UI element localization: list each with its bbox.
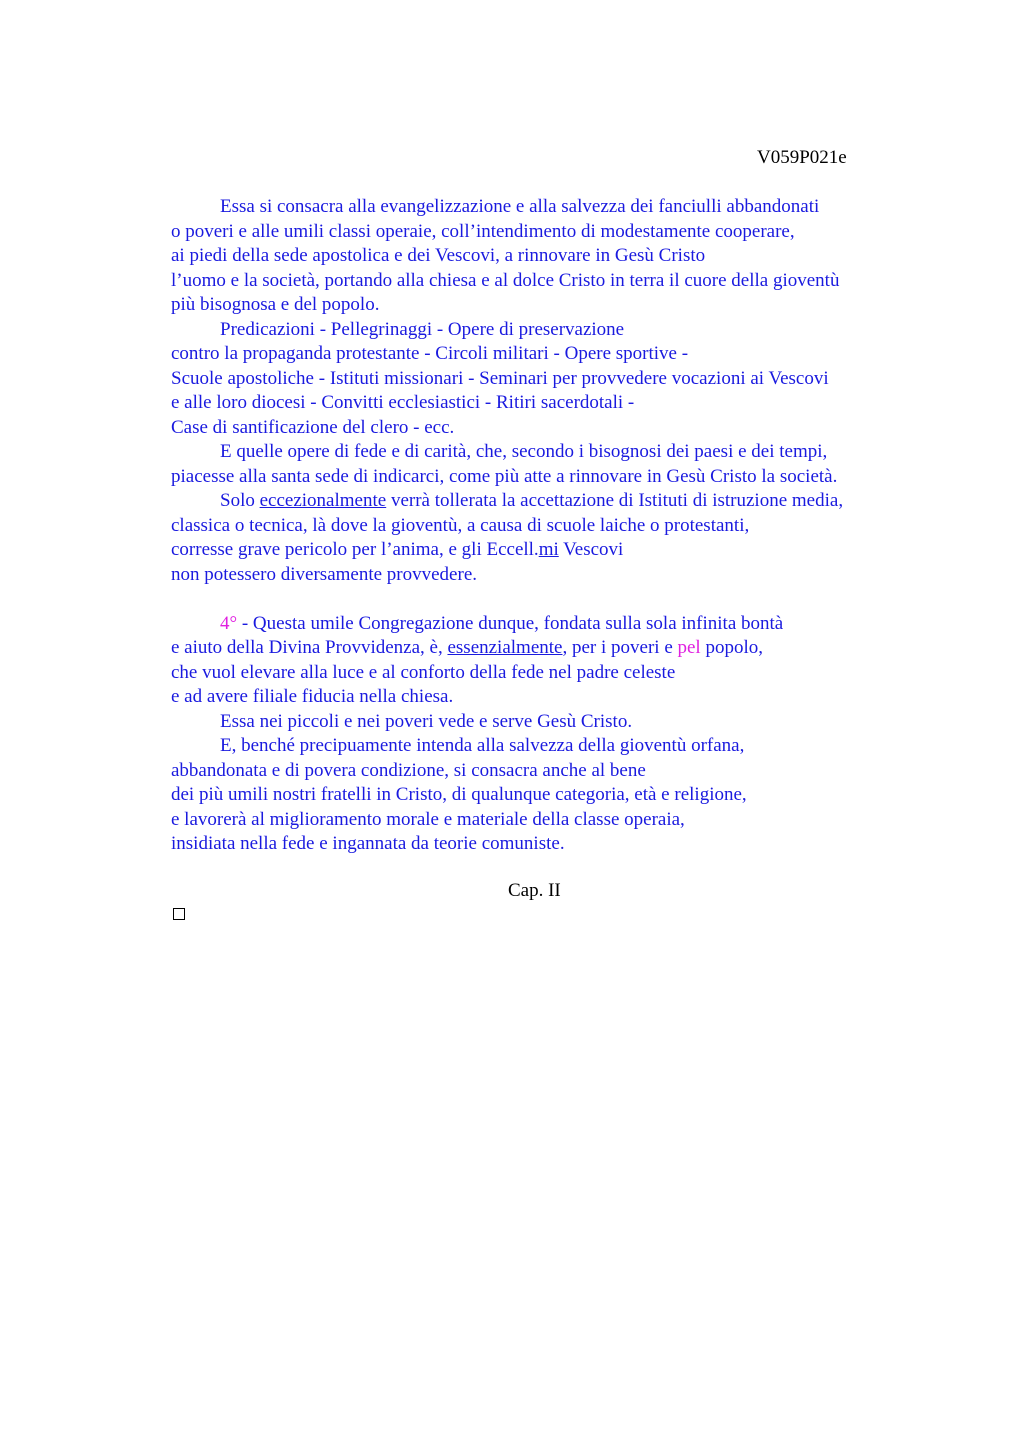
text-line: piacesse alla santa sede di indicarci, come più atte a rinnovare in Gesù Cristo la società.: [171, 465, 838, 487]
underlined-word: essenzialmente: [447, 637, 563, 658]
text-line: o poveri e alle umili classi operaie, coll’intendimento di modestamente cooperare,: [171, 220, 795, 242]
text-line: [171, 612, 931, 637]
text-segment: corresse grave pericolo per l’anima, e gli Eccell.: [171, 539, 539, 560]
text-segment: e aiuto della Divina Provvidenza, è,: [171, 637, 448, 658]
text-line: E, benché precipuamente intenda alla salvezza della gioventù orfana,: [220, 735, 745, 756]
text-segment: verrà tollerata la accettazione di Istituti di istruzione media,: [386, 490, 844, 511]
text-line: Essa si consacra alla evangelizzazione e alla salvezza dei fanciulli abbandonati: [220, 196, 820, 217]
text-line: [171, 489, 931, 514]
text-line: e ad avere filiale fiducia nella chiesa.: [171, 686, 454, 707]
blank-line: [171, 587, 931, 612]
document-body: [171, 195, 931, 857]
text-line: e lavorerà al miglioramento morale e materiale della classe operaia,: [171, 808, 685, 830]
text-line: [171, 636, 931, 661]
text-line: Case di santificazione del clero - ecc.: [171, 416, 455, 438]
text-line: Predicazioni - Pellegrinaggi - Opere di preservazione: [220, 318, 625, 340]
underlined-word: mi: [538, 539, 559, 560]
text-line: E quelle opere di fede e di carità, che, secondo i bisognosi dei paesi e dei tempi,: [220, 441, 828, 462]
text-line: abbandonata e di povera condizione, si consacra anche al bene: [171, 759, 646, 781]
text-line: non potessero diversamente provvedere.: [171, 563, 478, 585]
text-line: l’uomo e la società, portando alla chiesa e al dolce Cristo in terra il cuore della gioventù: [171, 269, 840, 291]
text-segment: Vescovi: [558, 539, 624, 560]
text-line: Scuole apostoliche - Istituti missionari - Seminari per provvedere vocazioni ai Vescovi: [171, 367, 829, 389]
chapter-heading: Cap. II: [508, 880, 561, 901]
text-segment: , per i poveri e: [562, 637, 678, 658]
underlined-word: eccezionalmente: [259, 490, 387, 511]
checkbox-square-icon: [173, 908, 185, 920]
text-line: che vuol elevare alla luce e al conforto della fede nel padre celeste: [171, 661, 676, 683]
text-line: e alle loro diocesi - Convitti ecclesiastici - Ritiri sacerdotali -: [171, 392, 635, 413]
text-line: contro la propaganda protestante - Circoli militari - Opere sportive -: [171, 343, 689, 364]
text-line: dei più umili nostri fratelli in Cristo, di qualunque categoria, età e religione,: [171, 784, 747, 805]
text-line: classica o tecnica, là dove la gioventù, a causa di scuole laiche o protestanti,: [171, 514, 750, 536]
text-line: [171, 538, 931, 563]
page-code: V059P021e: [757, 147, 847, 168]
text-segment: - Questa umile Congregazione dunque, fondata sulla sola infinita bontà: [237, 612, 784, 634]
text-segment: Solo: [220, 490, 260, 511]
text-line: ai piedi della sede apostolica e dei Vescovi, a rinnovare in Gesù Cristo: [171, 245, 706, 266]
text-line: Essa nei piccoli e nei poveri vede e serve Gesù Cristo.: [220, 710, 633, 732]
text-segment: popolo,: [700, 637, 763, 658]
section-number: 4°: [220, 612, 238, 634]
highlighted-word: pel: [677, 637, 701, 658]
text-line: più bisognosa e del popolo.: [171, 294, 380, 315]
text-line: insidiata nella fede e ingannata da teorie comuniste.: [171, 833, 565, 854]
